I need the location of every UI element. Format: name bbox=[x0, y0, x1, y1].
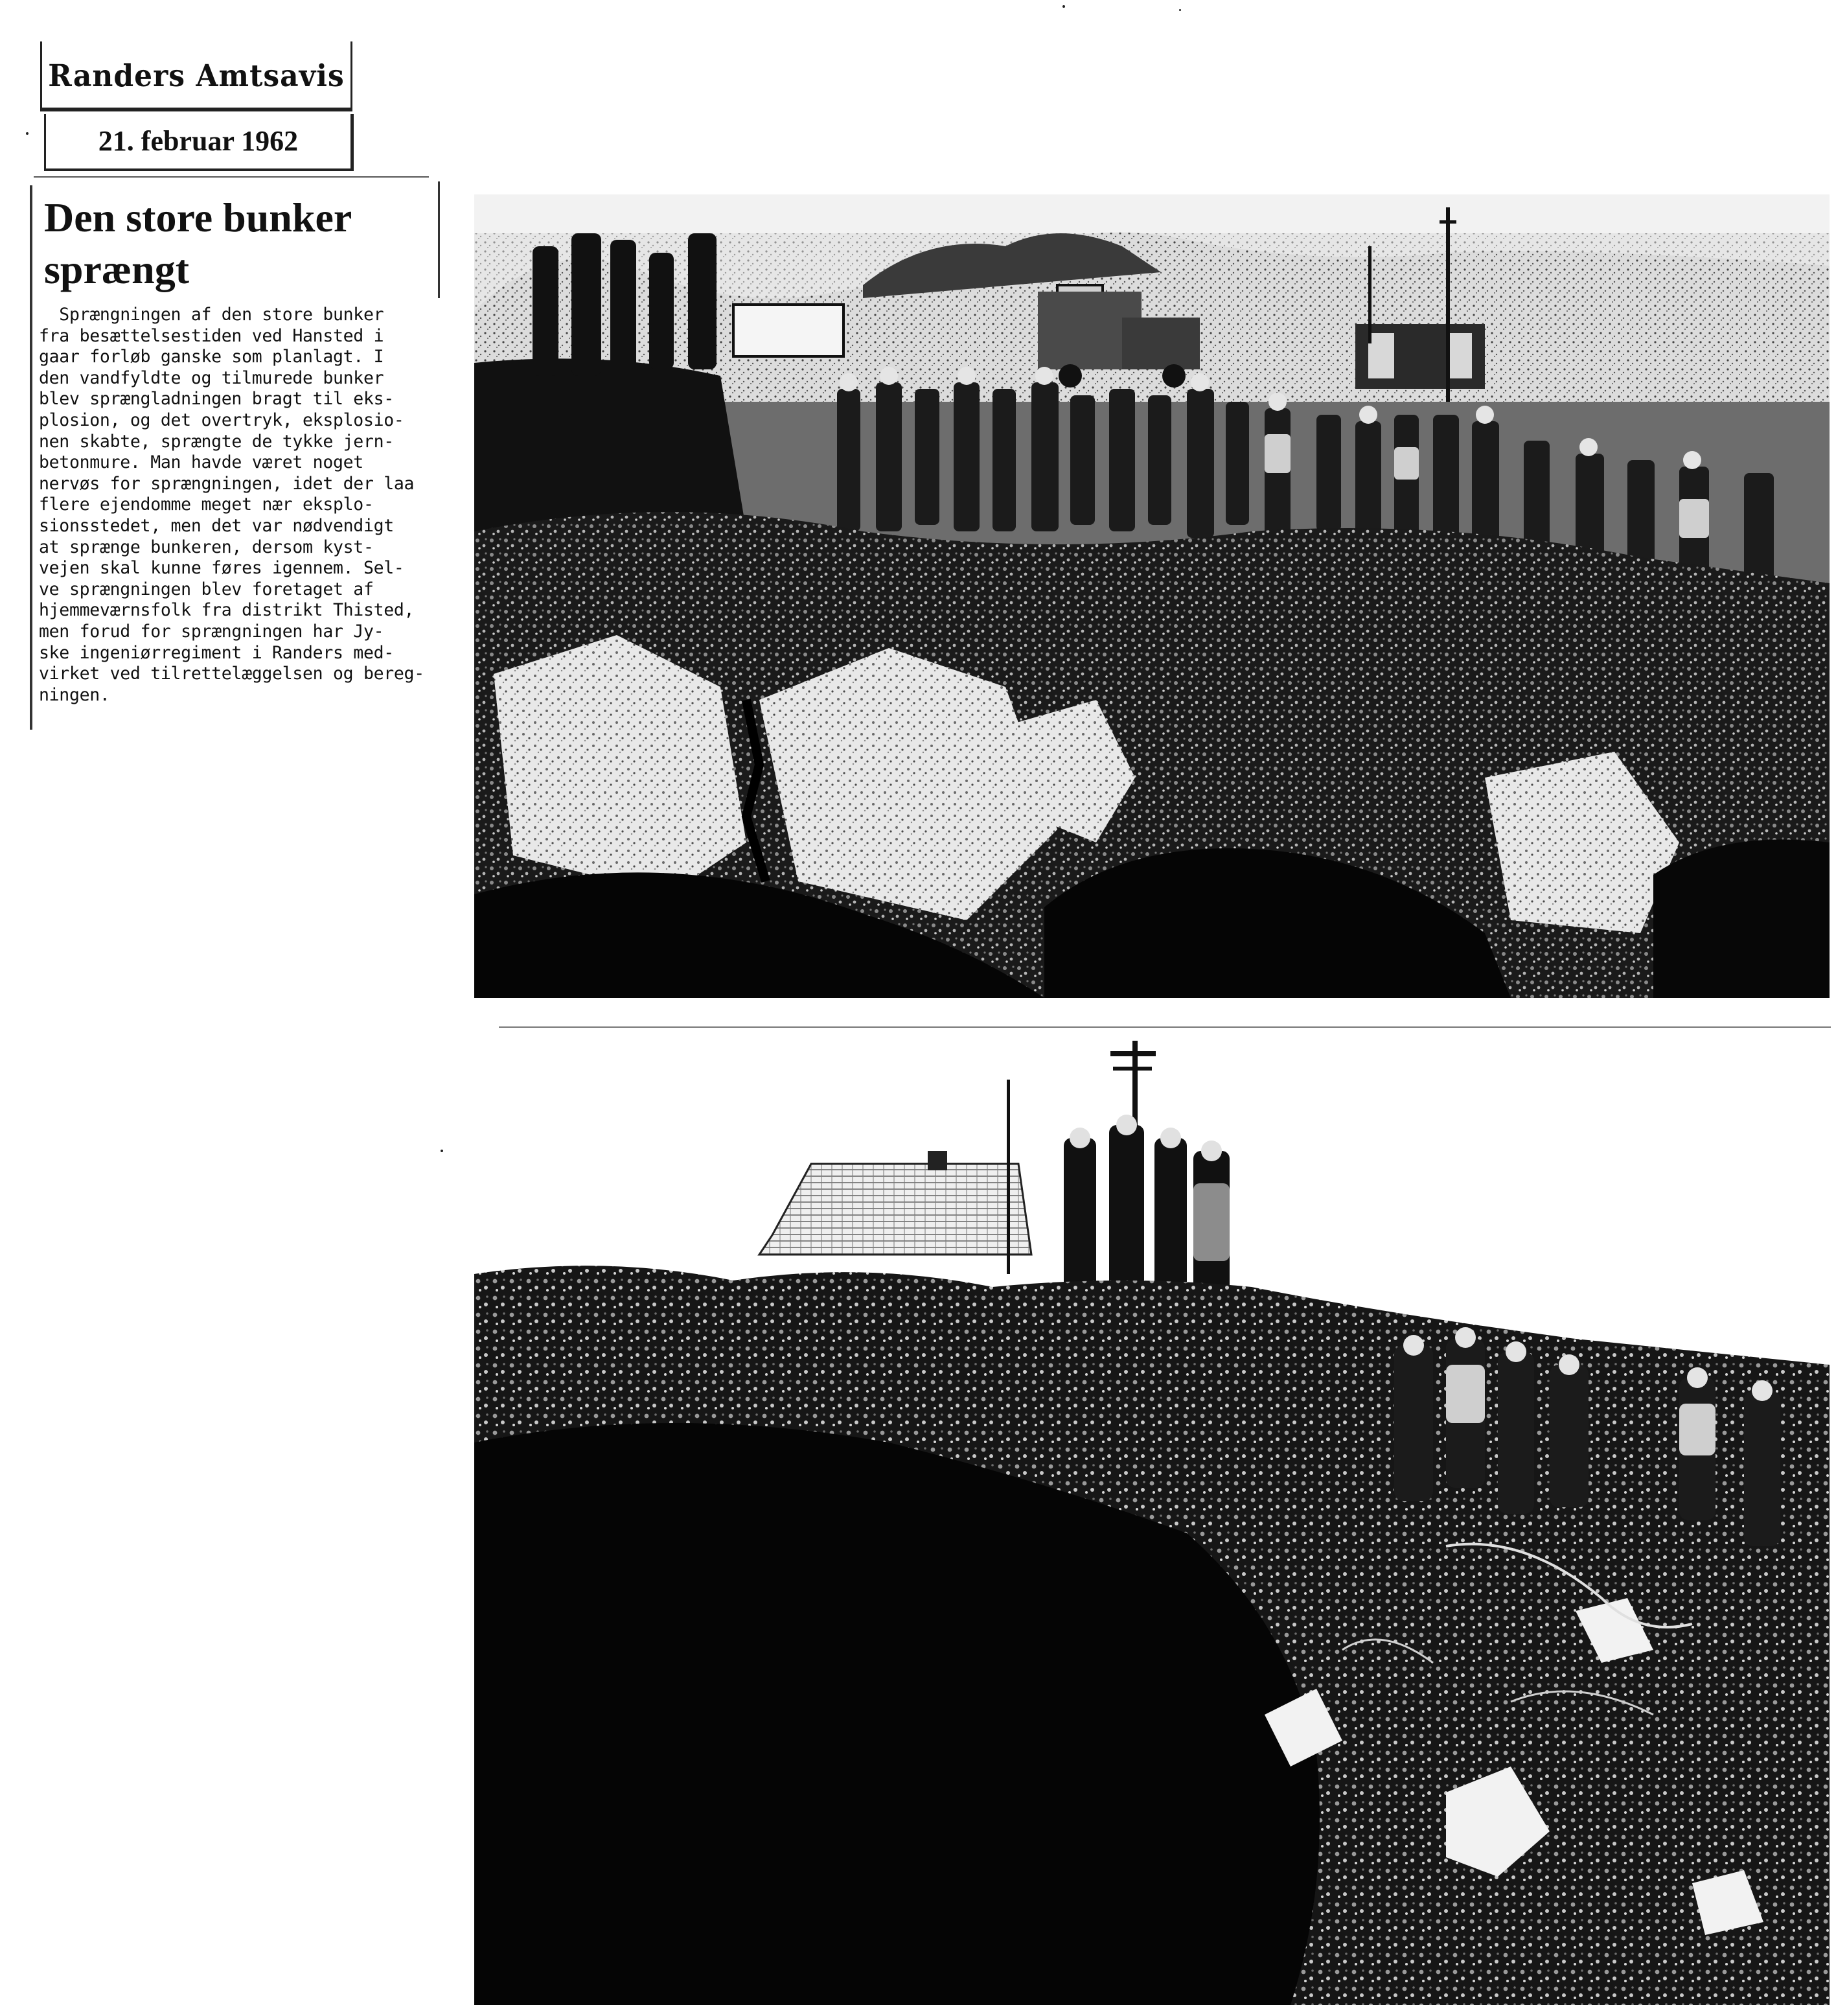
article-body-line: flere ejendomme meget nær eksplo- bbox=[39, 494, 374, 515]
article-body-line: vejen skal kunne føres igennem. Sel- bbox=[39, 558, 404, 579]
article-body-line: Sprængningen af den store bunker bbox=[39, 305, 384, 325]
article-left-rule bbox=[30, 185, 32, 730]
photo-crowd-at-blast-site-image bbox=[474, 194, 1830, 998]
article-body-line: hjemmeværnsfolk fra distrikt Thisted, bbox=[39, 600, 415, 621]
article-body bbox=[39, 305, 435, 706]
article-body-line: nen skabte, sprængte de tykke jern- bbox=[39, 431, 394, 452]
article-body-line: betonmure. Man havde været noget bbox=[39, 452, 363, 473]
photo-men-on-rubble bbox=[474, 1041, 1830, 2005]
article-body-line: sionsstedet, men det var nødvendigt bbox=[39, 515, 394, 536]
masthead bbox=[40, 41, 352, 111]
scan-speck bbox=[1179, 9, 1181, 11]
article-top-rule bbox=[34, 176, 429, 178]
article-body-line: fra besættelsestiden ved Hansted i bbox=[39, 325, 384, 346]
article-headline: Den store bunker sprængt bbox=[44, 194, 352, 292]
issue-date: 21. februar 1962 bbox=[98, 125, 299, 157]
photo-divider bbox=[499, 1026, 1831, 1028]
article-body-line: men forud for sprængningen har Jy- bbox=[39, 621, 384, 642]
article-body-line: ve sprængningen blev foretaget af bbox=[39, 579, 374, 599]
article-body-line: ningen. bbox=[39, 684, 110, 705]
article-body-line: blev sprængladningen bragt til eks- bbox=[39, 389, 394, 410]
article-right-rule bbox=[438, 181, 440, 298]
scan-speck bbox=[1062, 5, 1065, 8]
scan-speck bbox=[26, 132, 29, 135]
newspaper-name: Randers Amtsavis bbox=[48, 58, 345, 94]
article-body-line: virket ved tilrettelæggelsen og bereg- bbox=[39, 664, 424, 684]
article-body-line: plosion, og det overtryk, eksplosio- bbox=[39, 410, 404, 430]
article-body-line: ske ingeniørregiment i Randers med- bbox=[39, 642, 394, 663]
photo-crowd-at-blast-site bbox=[474, 194, 1830, 998]
issue-date-box bbox=[44, 114, 354, 171]
article-body-line: at sprænge bunkeren, dersom kyst- bbox=[39, 537, 374, 557]
scan-speck bbox=[441, 1150, 443, 1152]
article-body-line: den vandfyldte og tilmurede bunker bbox=[39, 367, 384, 388]
photo-men-on-rubble-image bbox=[474, 1041, 1830, 2005]
article-body-line: nervøs for sprængningen, idet der laa bbox=[39, 473, 415, 494]
article-body-line: gaar forløb ganske som planlagt. I bbox=[39, 347, 384, 367]
